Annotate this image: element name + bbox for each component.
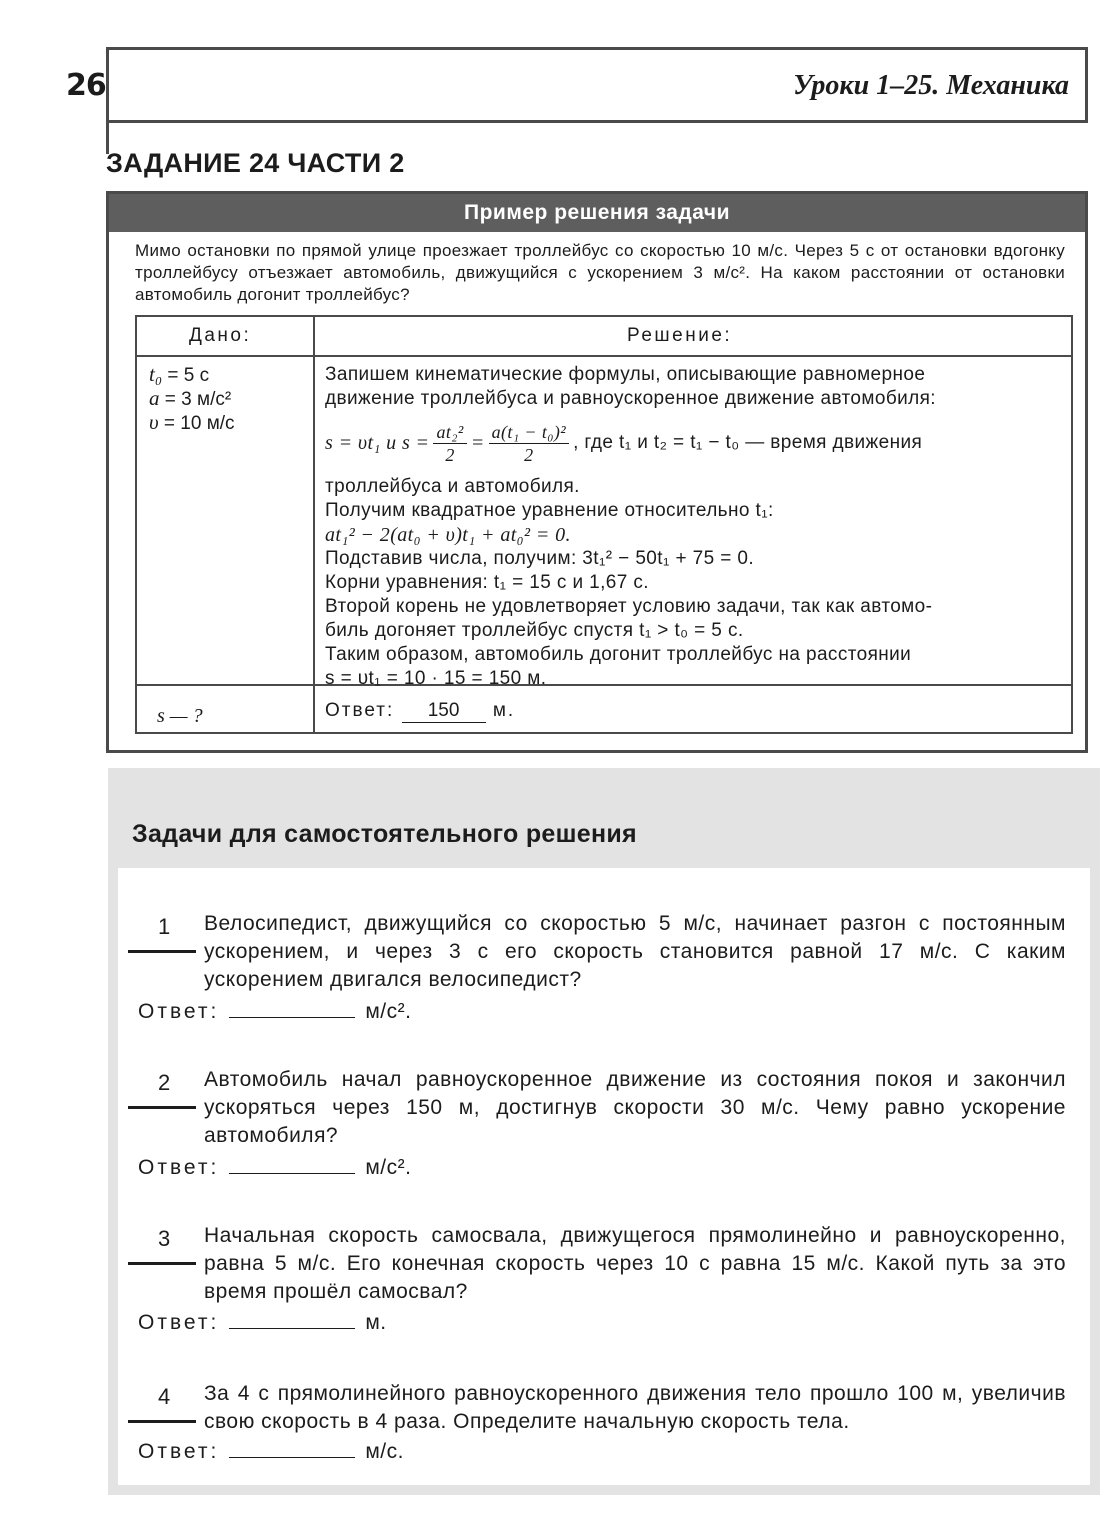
solution-line: Запишем кинематические формулы, описывающие равномерное xyxy=(325,364,926,385)
given-value: = 10 м/с xyxy=(163,413,235,434)
solution-line: Корни уравнения: t₁ = 15 с и 1,67 с. xyxy=(325,572,649,593)
fraction-numerator: a(t₁ − t₀)² xyxy=(489,421,569,444)
task-number: 1 xyxy=(158,914,171,939)
given-item xyxy=(149,411,235,435)
example-problem-text: Мимо остановки по прямой улице проезжает троллейбус со скоростью 10 м/с. Через 5 с от остановки вдогонку троллейбусу отъезжает автомобиль, движущийся с ускорением 3 м/с². На каком расстоянии от остановки автомобиль догонит троллейбус? xyxy=(135,241,1065,304)
answer-unit: м. xyxy=(365,1311,387,1334)
practice-task-list xyxy=(118,868,1090,1485)
answer-label: Ответ: xyxy=(138,1311,220,1334)
answer-unit: м/с². xyxy=(365,1000,412,1023)
fraction-denominator: 2 xyxy=(445,444,455,465)
practice-panel xyxy=(108,768,1100,1495)
practice-title: Задачи для самостоятельного решения xyxy=(132,820,637,848)
example-answer xyxy=(325,700,515,723)
answer-unit: м. xyxy=(492,700,516,721)
task-number-rule xyxy=(128,1106,196,1109)
fraction-numerator: at₂² xyxy=(433,421,466,444)
solution-line: движение троллейбуса и равноускоренное движение автомобиля: xyxy=(325,388,936,409)
formula-left: s = υt₁ и s = xyxy=(325,432,430,454)
answer-label: Ответ: xyxy=(138,1440,220,1463)
solution-header: Решение: xyxy=(627,325,733,346)
given-value: = 3 м/с² xyxy=(164,389,232,410)
task-text: Велосипедист, движущийся со скоростью 5 м/с, начинает разгон с постоянным ускорением, и через 3 с его скорость становится равной 17 м/с. С каким ускорением двигался велосипедист? xyxy=(204,912,1066,991)
answer-unit: м/с². xyxy=(365,1156,412,1179)
given-value: = 5 с xyxy=(167,365,210,386)
answer-blank[interactable] xyxy=(229,1438,355,1458)
fraction-denominator: 2 xyxy=(524,444,534,465)
answer-value: 150 xyxy=(402,700,486,723)
solution-line: троллейбуса и автомобиля. xyxy=(325,476,580,497)
answer-blank[interactable] xyxy=(229,1309,355,1329)
solution-line: биль догоняет троллейбус спустя t₁ > t₀ = 5 с. xyxy=(325,620,744,641)
solution-text xyxy=(325,363,1061,691)
given-item xyxy=(149,387,235,411)
task-number-rule xyxy=(128,1262,196,1265)
formula-equals: = xyxy=(470,432,485,454)
given-list xyxy=(149,363,235,435)
kinematic-formula xyxy=(325,411,1061,475)
formula-tail: , где t₁ и t₂ = t₁ − t₀ — время движения xyxy=(573,432,923,453)
task-text: За 4 с прямолинейного равноускоренного движения тело прошло 100 м, увеличив свою скорость в 4 раза. Определите начальную скорость тела. xyxy=(204,1382,1066,1433)
chapter-title: Уроки 1–25. Механика xyxy=(793,70,1069,101)
example-title-bar: Пример решения задачи xyxy=(109,194,1085,232)
given-header: Дано: xyxy=(189,325,252,346)
answer-unit: м/с. xyxy=(365,1440,404,1463)
solution-table xyxy=(135,315,1073,734)
task-answer-line xyxy=(138,1309,387,1335)
answer-blank[interactable] xyxy=(229,1154,355,1174)
solution-equation: at₁² − 2(at₀ + υ)t₁ + at₀² = 0. xyxy=(325,524,571,546)
given-var: a xyxy=(149,386,160,410)
answer-blank[interactable] xyxy=(229,998,355,1018)
task-answer-line xyxy=(138,998,411,1024)
task-text: Начальная скорость самосвала, движущегося прямолинейно и равноускоренно, равна 5 м/с. Его конечная скорость через 10 с равна 15 м/с. Какой путь за это время прошёл самосвал? xyxy=(204,1224,1066,1303)
solution-line: Получим квадратное уравнение относительно t₁: xyxy=(325,500,774,521)
solution-line: Подставив числа, получим: 3t₁² − 50t₁ + 75 = 0. xyxy=(325,548,755,569)
given-var: t₀ xyxy=(149,362,163,386)
find-quantity: s — ? xyxy=(157,705,203,727)
table-column-divider xyxy=(313,317,315,732)
chapter-header xyxy=(106,47,1088,123)
task-answer-line xyxy=(138,1154,411,1180)
task-number: 4 xyxy=(158,1384,171,1409)
given-var: υ xyxy=(149,410,159,434)
given-item xyxy=(149,363,235,387)
solution-line: Второй корень не удовлетворяет условию задачи, так как автомо- xyxy=(325,596,933,617)
answer-label: Ответ: xyxy=(138,1156,220,1179)
task-text: Автомобиль начал равноускоренное движение из состояния покоя и закончил ускоряться через 150 м, достигнув скорости 30 м/с. Чему равно ускорение автомобиля? xyxy=(204,1068,1066,1147)
fraction xyxy=(489,421,569,466)
example-solution-box xyxy=(106,191,1088,753)
page-number: 26 xyxy=(66,68,106,103)
task-heading: ЗАДАНИЕ 24 ЧАСТИ 2 xyxy=(106,148,405,178)
solution-line: s = υt₁ = 10 · 15 = 150 м. xyxy=(325,668,547,689)
answer-label: Ответ: xyxy=(138,1000,220,1023)
task-number-rule xyxy=(128,1420,196,1423)
table-header-divider xyxy=(137,355,1071,357)
task-answer-line xyxy=(138,1438,404,1464)
fraction xyxy=(433,421,466,466)
solution-line: Таким образом, автомобиль догонит троллейбус на расстоянии xyxy=(325,644,912,665)
task-number-rule xyxy=(128,950,196,953)
task-number: 2 xyxy=(158,1070,171,1095)
task-number: 3 xyxy=(158,1226,171,1251)
answer-label: Ответ: xyxy=(325,700,395,721)
